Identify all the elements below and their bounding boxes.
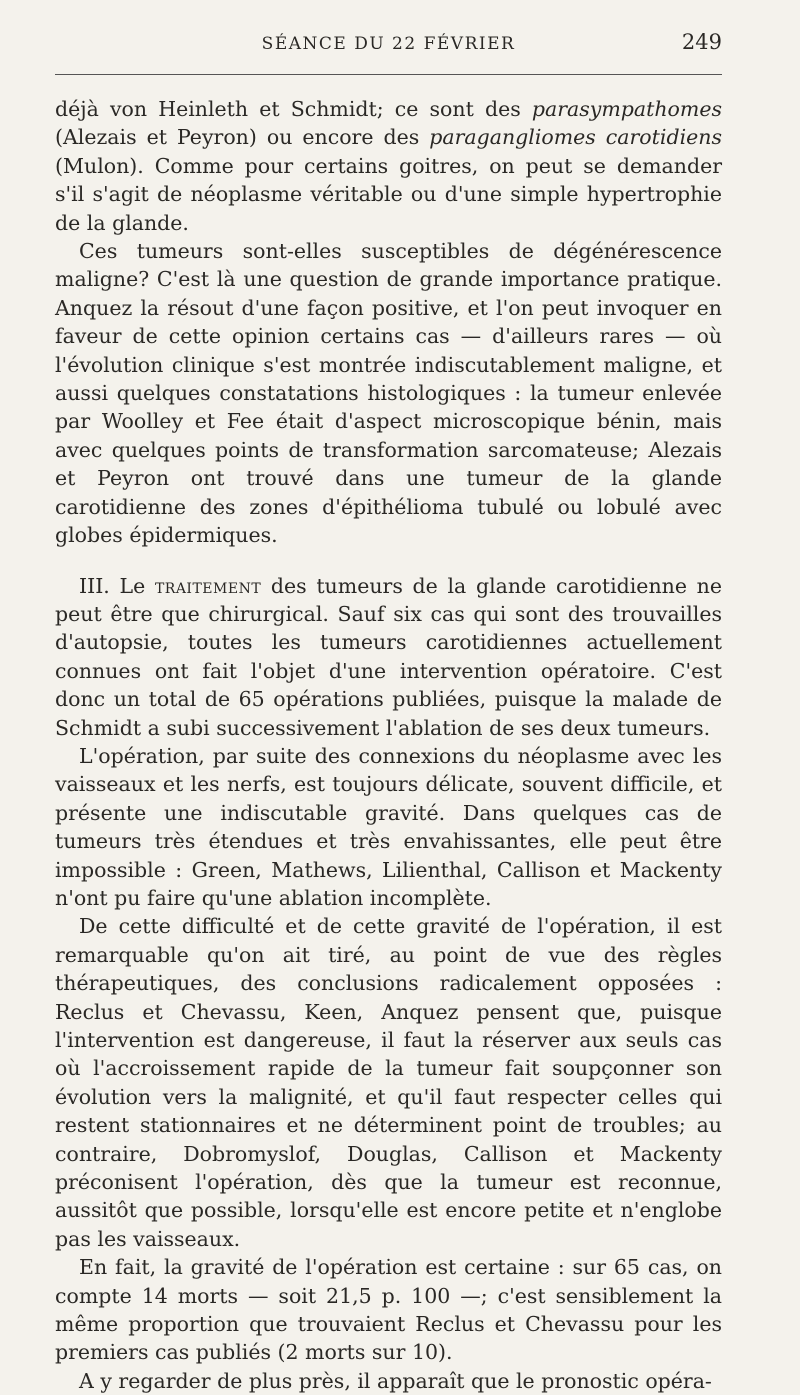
italic-term-paragangliomes: paragangliomes carotidiens: [429, 125, 722, 150]
paragraph-5: De cette difficulté et de cette gravité de l'opération, il est remarquable qu'on ait tiré, au point de vue des règles thérapeutiques, des conclusions radicalement opposées : Reclus et Chevassu, Keen, Anquez pensent que, puisque l'intervention est dangereuse, il faut la réserver aux seuls cas où l'accroissement rapide de la tumeur fait soupçonner son évolution vers la malignité, et qu'il faut respecter celles qui restent stationnaires et ne déterminent point de troubles; au contraire, Dobromyslof, Douglas, Callison et Mackenty préconisent l'opération, dès que la tumeur est reconnue, aussitôt que possible, lorsqu'elle est encore petite et n'englobe pas les vaisseaux.: [55, 914, 722, 1251]
paragraph-3-section-iii: [55, 572, 722, 742]
paragraph-1-text-a: déjà von Heinleth et Schmidt; ce sont des: [55, 97, 532, 121]
body-text: [55, 95, 722, 1395]
paragraph-7: A y regarder de plus près, il apparaît que le pronostic opéra-: [79, 1368, 712, 1393]
smallcaps-traitement: traitement: [154, 573, 262, 598]
paragraph-2: Ces tumeurs sont-elles susceptibles de dégénérescence maligne? C'est là une question de grande importance pratique. Anquez la résout d'une façon positive, et l'on peut invoquer en faveur de cette opinion certains cas — d'ailleurs rares — où l'évolution clinique s'est montrée indiscutablement maligne, et aussi quelques constatations histologiques : la tumeur enlevée par Woolley et Fee était d'aspect microscopique bénin, mais avec quelques points de transformation sarcomateuse; Alezais et Peyron ont trouvé dans une tumeur de la glande carotidienne des zones d'épithélioma tubulé ou lobulé avec globes épidermiques.: [55, 239, 722, 548]
page-number: 249: [681, 30, 722, 54]
paragraph-3-text: des tumeurs de la glande carotidienne ne peut être que chirurgical. Sauf six cas qui sont des trouvailles d'autopsie, toutes les tumeurs carotidiennes actuellement connues ont fait l'objet d'une intervention opératoire. C'est donc un total de 65 opérations publiées, puisque la malade de Schmidt a subi successivement l'ablation de ses deux tumeurs.: [55, 573, 723, 740]
italic-term-parasympathomes: parasympathomes: [531, 97, 722, 121]
paragraph-4: L'opération, par suite des connexions du néoplasme avec les vaisseaux et les nerfs, est toujours délicate, souvent difficile, et présente une indiscutable gravité. Dans quelques cas de tumeurs très étendues et très envahissantes, elle peut être impossible : Green, Mathews, Lilienthal, Callison et Mackenty n'ont pu faire qu'une ablation incomplète.: [55, 743, 722, 910]
section-lead: III. Le: [79, 573, 155, 598]
paragraph-1-text-e: (Mulon). Comme pour certains goitres, on peut se demander s'il s'agit de néoplasme véritable ou d'une simple hypertrophie de la glande.: [55, 153, 722, 235]
paragraph-1: [55, 95, 722, 237]
paragraph-1-text-c: (Alezais et Peyron) ou encore des: [55, 125, 430, 150]
paragraph-6: En fait, la gravité de l'opération est certaine : sur 65 cas, on compte 14 morts — soit 21,5 p. 100 —; c'est sensiblement la même proportion que trouvaient Reclus et Chevassu pour les premiers cas publiés (2 morts sur 10).: [55, 1255, 722, 1365]
header-rule: [55, 74, 722, 75]
header-title: SÉANCE DU 22 FÉVRIER: [261, 34, 516, 54]
running-header: [55, 30, 722, 60]
